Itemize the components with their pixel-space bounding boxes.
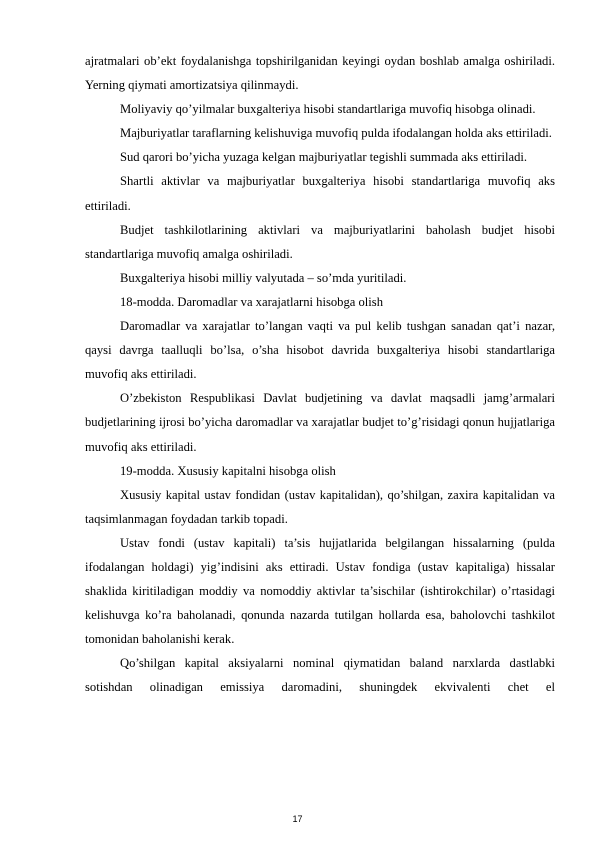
paragraph-equity: Xususiy kapital ustav fondidan (ustav kapitalidan), qo’shilgan, zaxira kapitalidan va taqsimlanmagan foydadan tarkib topadi. [85,487,555,526]
paragraph-income-expenses: Daromadlar va xarajatlar to’langan vaqti va pul kelib tushgan sanadan qat’i nazar, qaysi davrga taalluqli bo’lsa, o’sha hisobot davrida buxgalteriya hisobi standartlariga muvofiq aks ettiriladi. [85,319,555,382]
article-19-heading: 19-modda. Xususiy kapitalni hisobga olish [120,463,336,478]
paragraph-state-budget: O’zbekiston Respublikasi Davlat budjetining va davlat maqsadli jamg’armalari budjetlarining ijrosi bo’yicha daromadlar va xarajatlar budjet to’g’risidagi qonun hujjatlariga muvofiq aks ettiriladi. [85,391,555,454]
paragraph-liabilities: Majburiyatlar taraflarning kelishuviga muvofiq pulda ifodalangan holda aks ettiriladi. [120,126,552,141]
paragraph-contingent: Shartli aktivlar va majburiyatlar buxgalteriya hisobi standartlariga muvofiq aks ettiriladi. [85,174,555,213]
page-number: 17 [292,814,303,824]
paragraph-budget-organizations: Budjet tashkilotlarining aktivlari va majburiyatlarini baholash budjet hisobi standartlariga muvofiq amalga oshiriladi. [85,222,555,261]
article-18-heading: 18-modda. Daromadlar va xarajatlarni hisobga olish [120,294,383,309]
paragraph-court-liabilities: Sud qarori bo’yicha yuzaga kelgan majburiyatlar tegishli summada aks ettiriladi. [120,150,528,165]
paragraph-charter-fund: Ustav fondi (ustav kapitali) ta’sis hujjatlarida belgilangan hissalarning (pulda ifodalangan holdagi) yig’indisini aks ettiradi. Ustav fondiga (ustav kapitaliga) hissalar shaklida kiritiladigan moddiy va nomoddiy aktivlar ta’sischilar (ishtirokchilar) o’rtasidagi kelishuvga ko’ra baholanadi, qonunda nazarda tutilgan hollarda esa, baholovchi tashkilot tomonidan baholanishi kerak. [85,535,555,647]
paragraph-financial-investments: Moliyaviy qo’yilmalar buxgalteriya hisobi standartlariga muvofiq hisobga olinadi. [120,102,536,117]
paragraph-amortization: ajratmalari ob’ekt foydalanishga topshirilganidan keyingi oydan boshlab amalga oshiriladi. Yerning qiymati amortizatsiya qilinmaydi. [85,54,555,93]
paragraph-national-currency: Buxgalteriya hisobi milliy valyutada – so’mda yuritiladi. [120,270,407,285]
paragraph-additional-capital: Qo’shilgan kapital aksiyalarni nominal qiymatidan baland narxlarda dastlabki sotishdan olinadigan emissiya daromadini, shuningdek ekvivalenti chet el [85,656,555,695]
document-body [85,49,555,700]
